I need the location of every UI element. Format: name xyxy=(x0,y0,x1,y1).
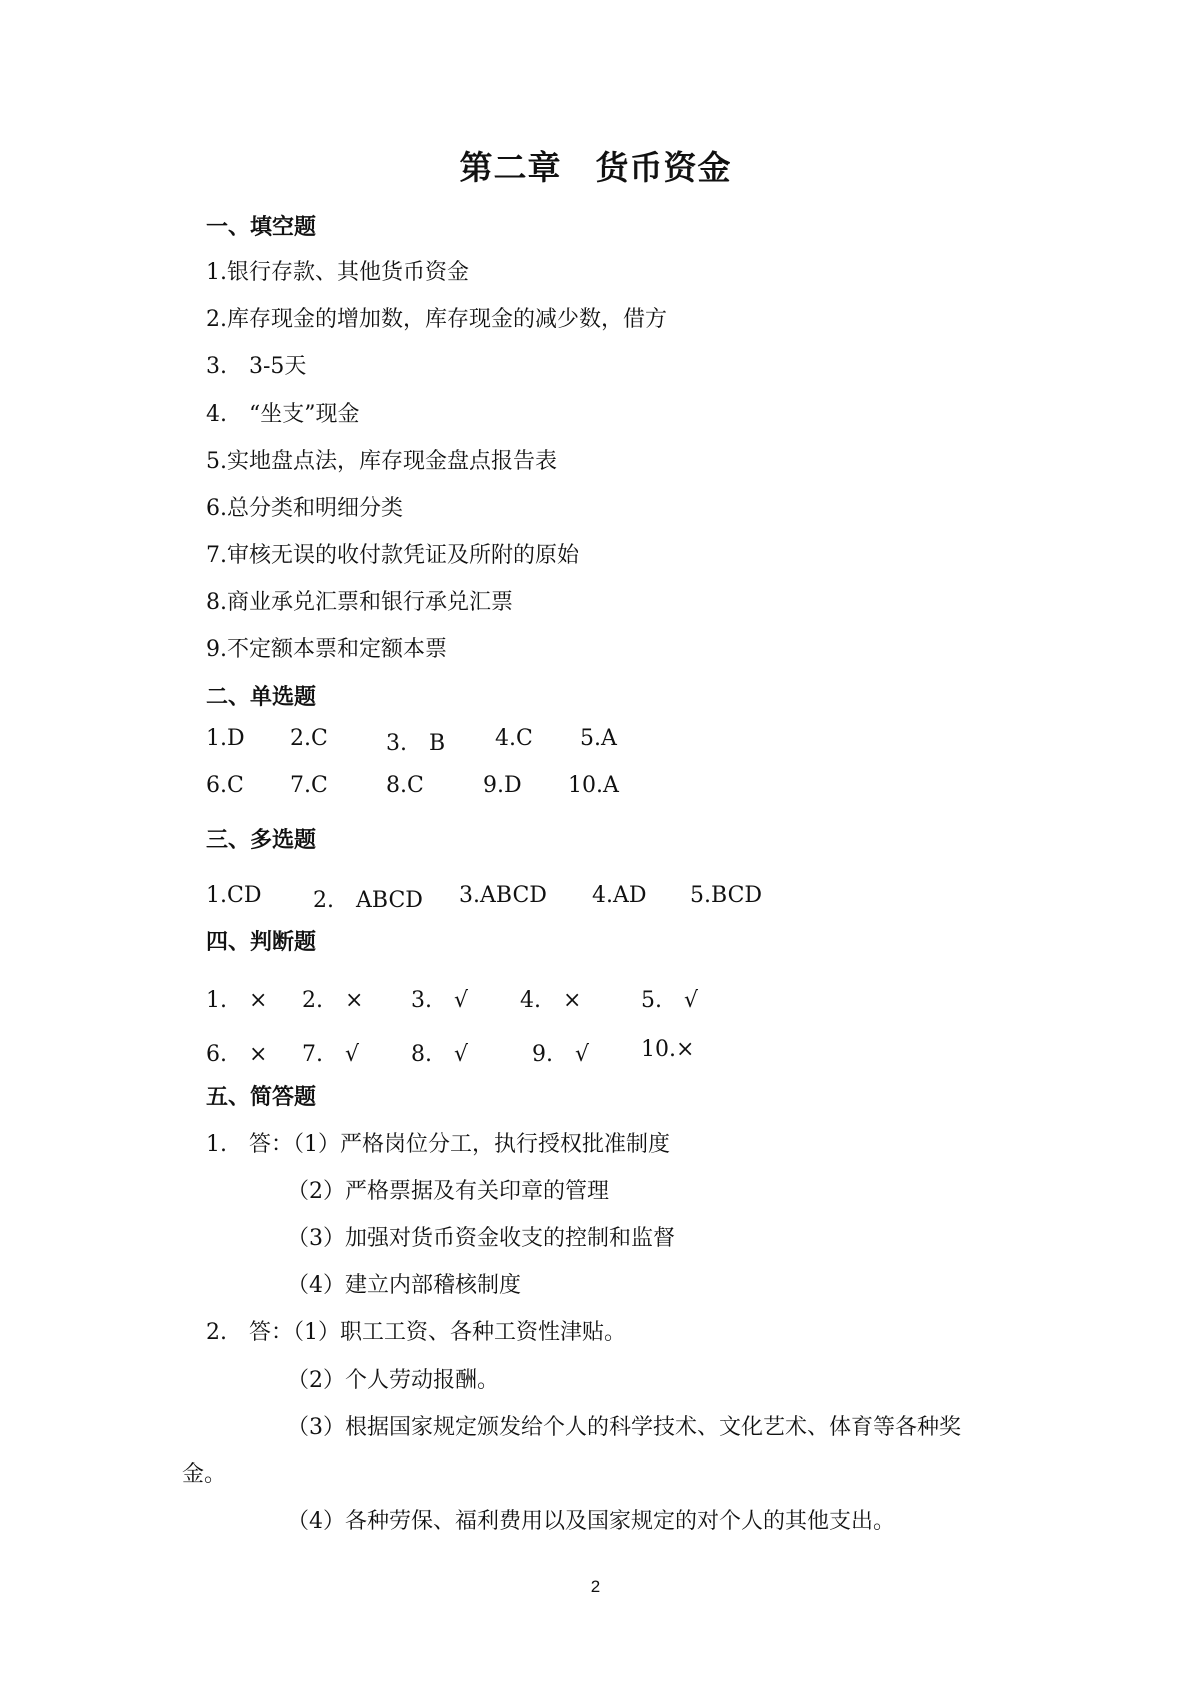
short-answer-1-label: 1. 答：（1）严格岗位分工，执行授权批准制度 xyxy=(206,1132,670,1157)
multi-answer-5: 5.BCD xyxy=(690,883,763,908)
judge-answer-9: 9. √ xyxy=(532,1042,590,1067)
single-answer-4: 4.C xyxy=(495,726,533,751)
fill-answer-4: 4. “坐支”现金 xyxy=(206,402,360,427)
section-heading-single: 二、单选题 xyxy=(206,685,317,710)
single-answer-6: 6.C xyxy=(206,773,244,798)
section-heading-fill: 一、填空题 xyxy=(206,215,317,240)
judge-answer-5: 5. √ xyxy=(641,988,699,1013)
short-answer-2-item-2: （2）个人劳动报酬。 xyxy=(287,1368,499,1393)
multi-answer-2: 2. ABCD xyxy=(313,888,423,913)
fill-answer-5: 5.实地盘点法，库存现金盘点报告表 xyxy=(206,449,557,474)
judge-answer-1: 1. × xyxy=(206,988,268,1013)
multi-answer-1: 1.CD xyxy=(206,883,262,908)
single-answer-5: 5.A xyxy=(580,726,617,751)
short-answer-1-item-2: （2）严格票据及有关印章的管理 xyxy=(287,1179,609,1204)
short-answer-2-label: 2. 答：（1）职工工资、各种工资性津贴。 xyxy=(206,1320,626,1345)
short-answer-2-item-3: （3）根据国家规定颁发给个人的科学技术、文化艺术、体育等各种奖 xyxy=(287,1415,961,1440)
fill-answer-3: 3. 3-5天 xyxy=(206,354,307,379)
fill-answer-2: 2.库存现金的增加数，库存现金的减少数，借方 xyxy=(206,307,667,332)
short-answer-2-item-3-continued: 金。 xyxy=(182,1462,227,1487)
judge-answer-10: 10.× xyxy=(641,1037,695,1062)
page-number: 2 xyxy=(590,1577,601,1596)
judge-answer-6: 6. × xyxy=(206,1042,268,1067)
judge-answer-3: 3. √ xyxy=(411,988,469,1013)
short-answer-1-item-4: （4）建立内部稽核制度 xyxy=(287,1273,521,1298)
single-answer-10: 10.A xyxy=(568,773,619,798)
fill-answer-8: 8.商业承兑汇票和银行承兑汇票 xyxy=(206,590,513,615)
fill-answer-9: 9.不定额本票和定额本票 xyxy=(206,637,447,662)
section-heading-short: 五、简答题 xyxy=(206,1085,317,1110)
single-answer-7: 7.C xyxy=(290,773,328,798)
short-answer-1-item-3: （3）加强对货币资金收支的控制和监督 xyxy=(287,1226,675,1251)
multi-answer-3: 3.ABCD xyxy=(459,883,547,908)
judge-answer-4: 4. × xyxy=(520,988,582,1013)
single-answer-8: 8.C xyxy=(386,773,424,798)
chapter-title: 第二章 货币资金 xyxy=(459,148,732,187)
section-heading-multi: 三、多选题 xyxy=(206,828,317,853)
fill-answer-1: 1.银行存款、其他货币资金 xyxy=(206,260,469,285)
single-answer-2: 2.C xyxy=(290,726,328,751)
single-answer-3: 3. B xyxy=(386,731,446,756)
fill-answer-6: 6.总分类和明细分类 xyxy=(206,496,403,521)
multi-answer-4: 4.AD xyxy=(592,883,647,908)
fill-answer-7: 7.审核无误的收付款凭证及所附的原始 xyxy=(206,543,579,568)
judge-answer-2: 2. × xyxy=(302,988,364,1013)
single-answer-1: 1.D xyxy=(206,726,245,751)
single-answer-9: 9.D xyxy=(483,773,522,798)
judge-answer-7: 7. √ xyxy=(302,1042,360,1067)
judge-answer-8: 8. √ xyxy=(411,1042,469,1067)
short-answer-2-item-4: （4）各种劳保、福利费用以及国家规定的对个人的其他支出。 xyxy=(287,1509,895,1534)
section-heading-judge: 四、判断题 xyxy=(206,930,317,955)
